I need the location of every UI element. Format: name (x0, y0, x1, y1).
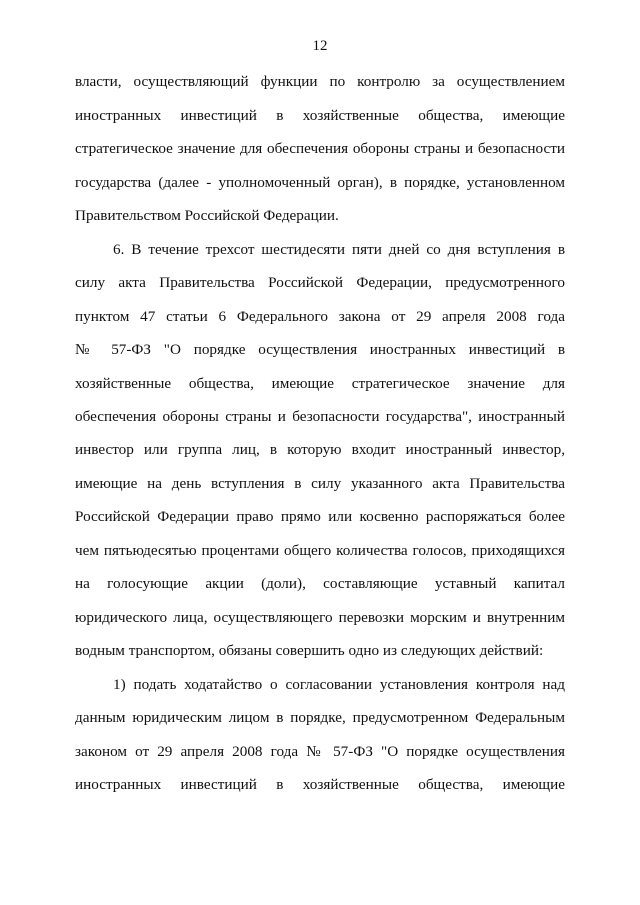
text-line: силу акта Правительства Российской Федерации, предусмотренного (75, 274, 565, 291)
text-line: № 57-ФЗ "О порядке осуществления иностранных инвестиций в (75, 341, 565, 358)
text-line: власти, осуществляющий функции по контролю за осуществлением (75, 73, 565, 90)
item-1-first-line: 1) подать ходатайство о согласовании установления контроля над (113, 676, 565, 693)
text-line: иностранных инвестиций в хозяйственные общества, имеющие (75, 776, 565, 793)
text-line: Российской Федерации право прямо или косвенно распоряжаться более (75, 508, 565, 525)
page-number: 12 (312, 38, 328, 54)
paragraph-6-first-line: 6. В течение трехсот шестидесяти пяти дней со дня вступления в (113, 241, 565, 258)
text-line: на голосующие акции (доли), составляющие уставный капитал (75, 575, 565, 592)
text-line: хозяйственные общества, имеющие стратегическое значение для (75, 375, 565, 392)
text-line: юридического лица, осуществляющего перевозки морским и внутренним (75, 609, 565, 626)
text-line: законом от 29 апреля 2008 года № 57-ФЗ "О порядке осуществления (75, 743, 565, 760)
text-line: данным юридическим лицом в порядке, предусмотренном Федеральным (75, 709, 565, 726)
text-line: водным транспортом, обязаны совершить одно из следующих действий: (75, 642, 544, 659)
text-line: пунктом 47 статьи 6 Федерального закона от 29 апреля 2008 года (75, 308, 565, 325)
text-line: иностранных инвестиций в хозяйственные общества, имеющие (75, 107, 565, 124)
text-line: чем пятьюдесятью процентами общего количества голосов, приходящихся (75, 542, 565, 559)
text-line: обеспечения обороны страны и безопасности государства", иностранный (75, 408, 565, 425)
text-line: государства (далее - уполномоченный орган), в порядке, установленном (75, 174, 565, 191)
text-line: стратегическое значение для обеспечения обороны страны и безопасности (75, 140, 565, 157)
text-line: Правительством Российской Федерации. (75, 207, 339, 224)
text-line: имеющие на день вступления в силу указанного акта Правительства (75, 475, 565, 492)
text-line: инвестор или группа лиц, в которую входит иностранный инвестор, (75, 441, 565, 458)
